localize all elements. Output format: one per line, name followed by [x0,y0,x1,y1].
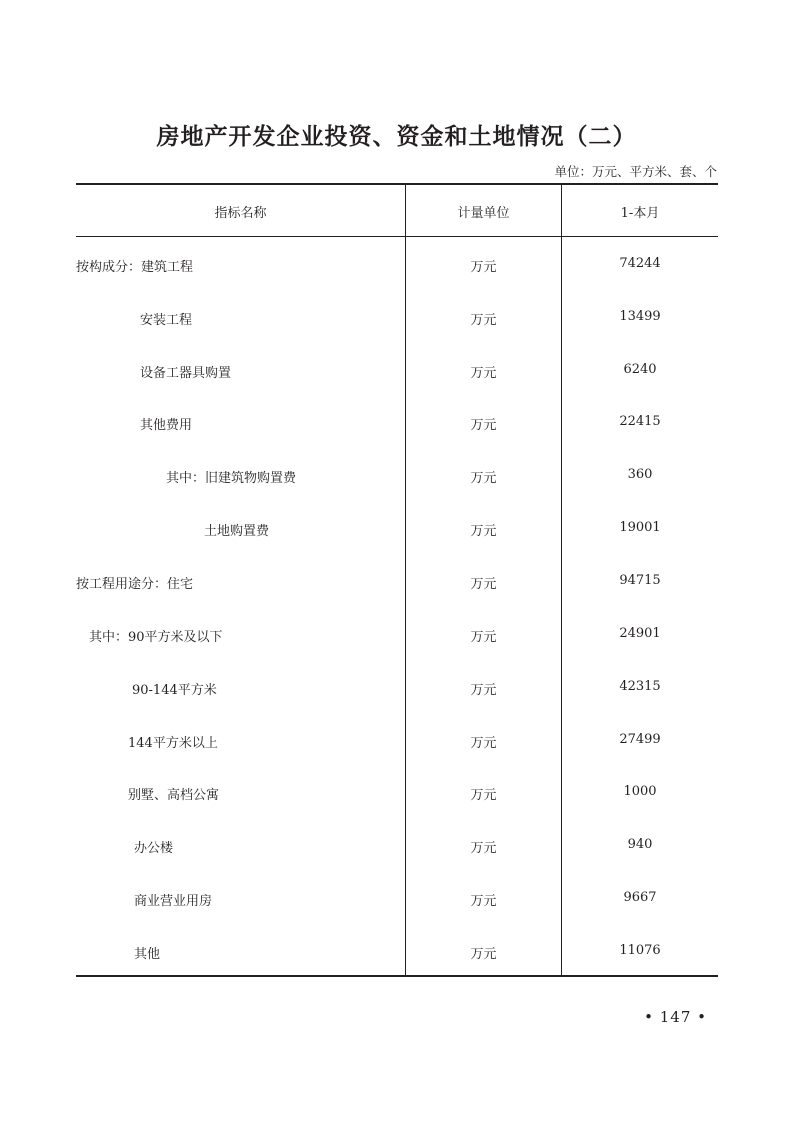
row-unit: 万元 [470,313,497,328]
table-row [76,573,718,593]
table-row [76,943,718,963]
header-value: 1-本月 [620,206,660,221]
table-row [76,467,718,487]
row-name: 办公楼 [134,841,174,856]
row-unit: 万元 [470,471,497,486]
row-name: 其中：90平方米及以下 [89,630,223,645]
table-row [76,309,718,329]
row-name: 其他 [134,947,161,962]
row-unit: 万元 [470,366,497,381]
row-value: 24901 [619,626,661,641]
row-value: 940 [627,837,653,852]
row-unit: 万元 [470,524,497,539]
row-unit: 万元 [470,947,497,962]
row-value: 1000 [623,784,657,799]
row-unit: 万元 [470,788,497,803]
row-name: 按工程用途分：住宅 [76,577,194,592]
row-value: 22415 [619,414,661,429]
row-value: 74244 [619,256,661,271]
row-name: 安装工程 [140,313,193,328]
row-name: 设备工器具购置 [140,366,232,381]
header-indicator-name: 指标名称 [214,206,267,221]
table-row [76,890,718,910]
row-value: 360 [627,467,653,482]
row-name: 按构成分：建筑工程 [76,260,194,275]
table-header-rule [76,236,718,237]
row-name: 其他费用 [140,418,193,433]
table-row [76,732,718,752]
row-value: 42315 [619,679,661,694]
row-name: 其中：旧建筑物购置费 [166,471,297,486]
table-row [76,626,718,646]
row-unit: 万元 [470,630,497,645]
table-row [76,362,718,382]
row-value: 19001 [619,520,661,535]
row-unit: 万元 [470,841,497,856]
table-row [76,414,718,434]
row-unit: 万元 [470,736,497,751]
row-value: 94715 [619,573,661,588]
table-top-rule [76,183,718,185]
table-row [76,837,718,857]
row-name: 144平方米以上 [128,736,218,751]
row-value: 13499 [619,309,661,324]
row-name: 90-144平方米 [132,683,217,698]
table-row [76,256,718,276]
row-name: 商业营业用房 [134,894,213,909]
row-name: 别墅、高档公寓 [128,788,220,803]
row-unit: 万元 [470,260,497,275]
table-row [76,784,718,804]
row-value: 9667 [623,890,657,905]
row-unit: 万元 [470,577,497,592]
unit-note: 单位：万元、平方米、套、个 [554,164,717,179]
table-bottom-rule [76,975,718,977]
row-value: 27499 [619,732,661,747]
page-title: 房地产开发企业投资、资金和土地情况（二） [156,123,637,150]
page-number: • 147 • [644,1008,707,1026]
header-unit: 计量单位 [457,206,510,221]
row-unit: 万元 [470,683,497,698]
row-name: 土地购置费 [204,524,270,539]
table-row [76,520,718,540]
row-value: 11076 [619,943,661,958]
row-unit: 万元 [470,418,497,433]
row-unit: 万元 [470,894,497,909]
row-value: 6240 [623,362,657,377]
table-row [76,679,718,699]
